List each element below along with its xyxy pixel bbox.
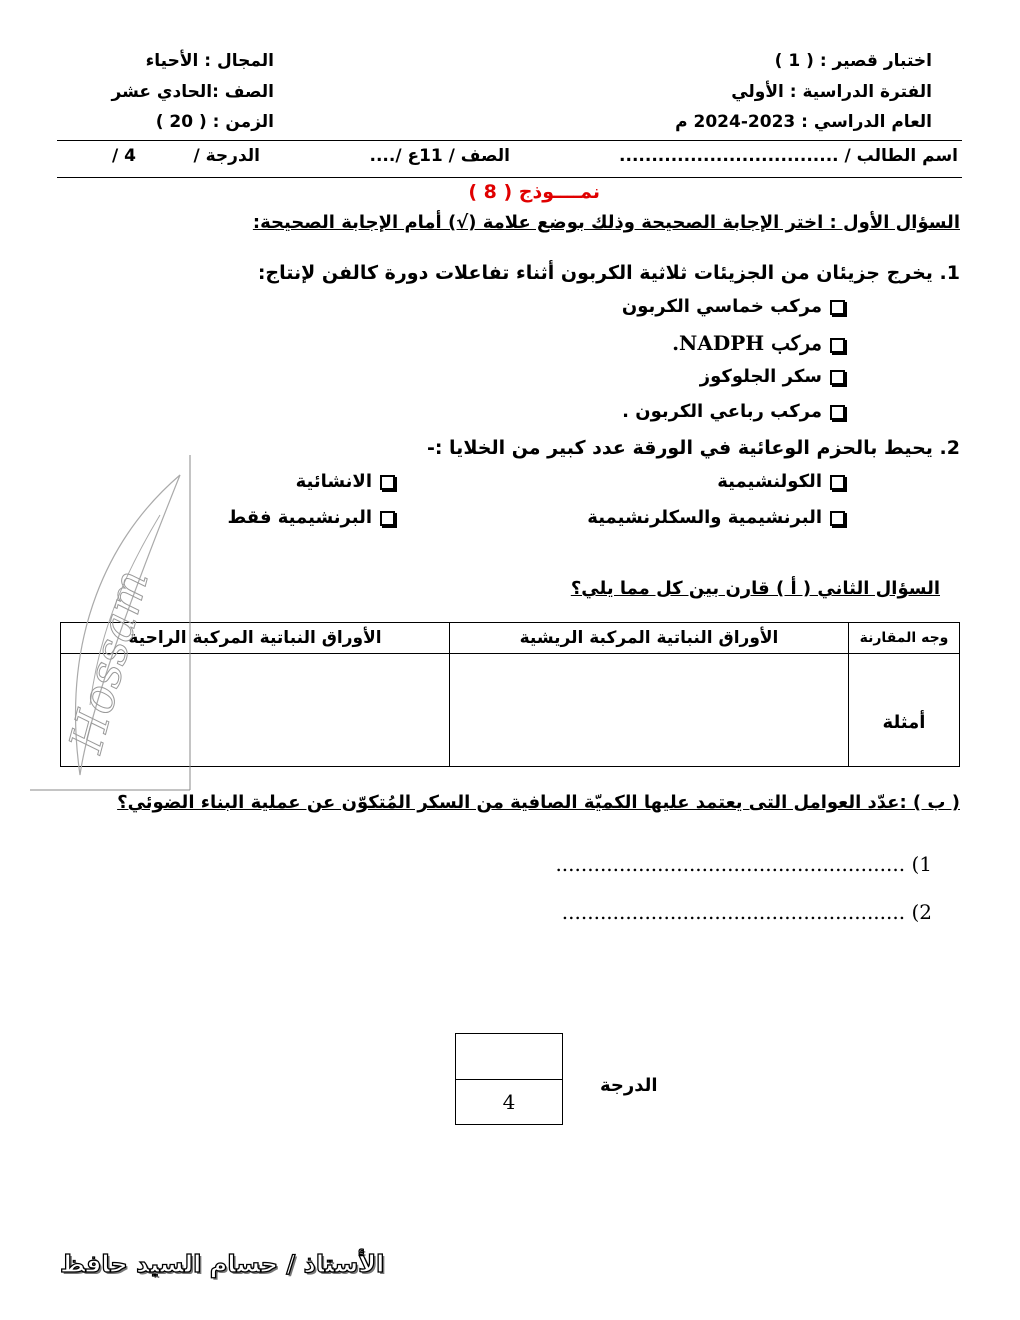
grade-level: الصف :الحادي عشر — [111, 82, 274, 102]
grade-box-total: 4 — [502, 1090, 516, 1114]
model-number: نمــــوذج ( 8 ) — [468, 181, 600, 203]
score-value: / 4 — [112, 146, 136, 166]
comparison-table — [60, 622, 960, 767]
table-header-aspect: وجه المقارنة — [849, 623, 960, 654]
grade-label: الدرجة — [600, 1075, 658, 1096]
checkbox-icon[interactable] — [830, 338, 845, 353]
subject-field: المجال : الأحياء — [145, 51, 274, 71]
academic-year: العام الدراسي : 2023-2024 م — [675, 112, 932, 132]
class-field[interactable]: الصف / 11ع /.... — [369, 146, 510, 166]
q1-option-d[interactable]: مركب رباعي الكربون . — [622, 401, 845, 422]
score-label: الدرجة / — [193, 146, 260, 166]
table-cell-pinnate-examples[interactable] — [450, 654, 849, 767]
checkbox-icon[interactable] — [380, 475, 395, 490]
checkbox-icon[interactable] — [830, 405, 845, 420]
signature-watermark — [30, 455, 195, 795]
teacher-name: الأستاذ / حسام السيد حافظ — [60, 1250, 385, 1278]
q1-option-a[interactable]: مركب خماسي الكربون — [622, 296, 845, 317]
checkbox-icon[interactable] — [830, 300, 845, 315]
question2-part-b-title: ( ب ) :عدّد العوامل التى يعتمد عليها الكميّة الصافية من السكر المُتكوّن عن عملية البناء الضوئي؟ — [117, 792, 960, 813]
signature-text: Hossam — [58, 564, 159, 758]
question1-title: السؤال الأول : اختر الإجابة الصحيحة وذلك بوضع علامة (√) أمام الإجابة الصحيحة: — [252, 212, 960, 233]
quiz-number: اختبار قصير : ( 1 ) — [774, 51, 932, 71]
q1-option-b[interactable]: مركب NADPH. — [672, 331, 845, 355]
exam-time: الزمن : ( 20 ) — [155, 112, 274, 132]
question1-item2-stem: 2. يحيط بالحزم الوعائية في الورقة عدد كبير من الخلايا :- — [426, 437, 960, 459]
header-divider-top — [57, 140, 962, 141]
q1-option-c[interactable]: سكر الجلوكوز — [700, 366, 845, 387]
table-row-label-examples: أمثلة — [849, 654, 960, 767]
checkbox-icon[interactable] — [830, 511, 845, 526]
question1-item1-stem: 1. يخرج جزيئان من الجزيئات ثلاثية الكربون أثناء تفاعلات دورة كالفن لإنتاج: — [257, 262, 960, 284]
table-header-palmate: الأوراق النباتية المركبة الراحية — [61, 623, 450, 654]
grade-box-score-cell[interactable] — [456, 1034, 562, 1080]
q2-option-b[interactable]: الانشائية — [296, 471, 395, 492]
answer-line-2[interactable]: 2) ...................................................... — [561, 900, 932, 924]
student-name-field[interactable]: اسم الطالب / .................................. — [619, 146, 958, 166]
term: الفترة الدراسية : الأولي — [731, 82, 932, 102]
checkbox-icon[interactable] — [380, 511, 395, 526]
grade-box — [455, 1033, 563, 1125]
q2-option-a[interactable]: الكولنشيمية — [717, 471, 845, 492]
answer-line-1[interactable]: 1) ....................................................... — [555, 852, 932, 876]
q2-option-d[interactable]: البرنشيمية فقط — [227, 507, 395, 528]
q2-option-c[interactable]: البرنشيمية والسكلرنشيمية — [587, 507, 845, 528]
header-divider-bottom — [57, 177, 962, 178]
checkbox-icon[interactable] — [830, 475, 845, 490]
checkbox-icon[interactable] — [830, 370, 845, 385]
question2-part-a-title: السؤال الثاني ( أ ) قارن بين كل مما يلي؟ — [570, 578, 940, 599]
table-header-pinnate: الأوراق النباتية المركبة الريشية — [450, 623, 849, 654]
